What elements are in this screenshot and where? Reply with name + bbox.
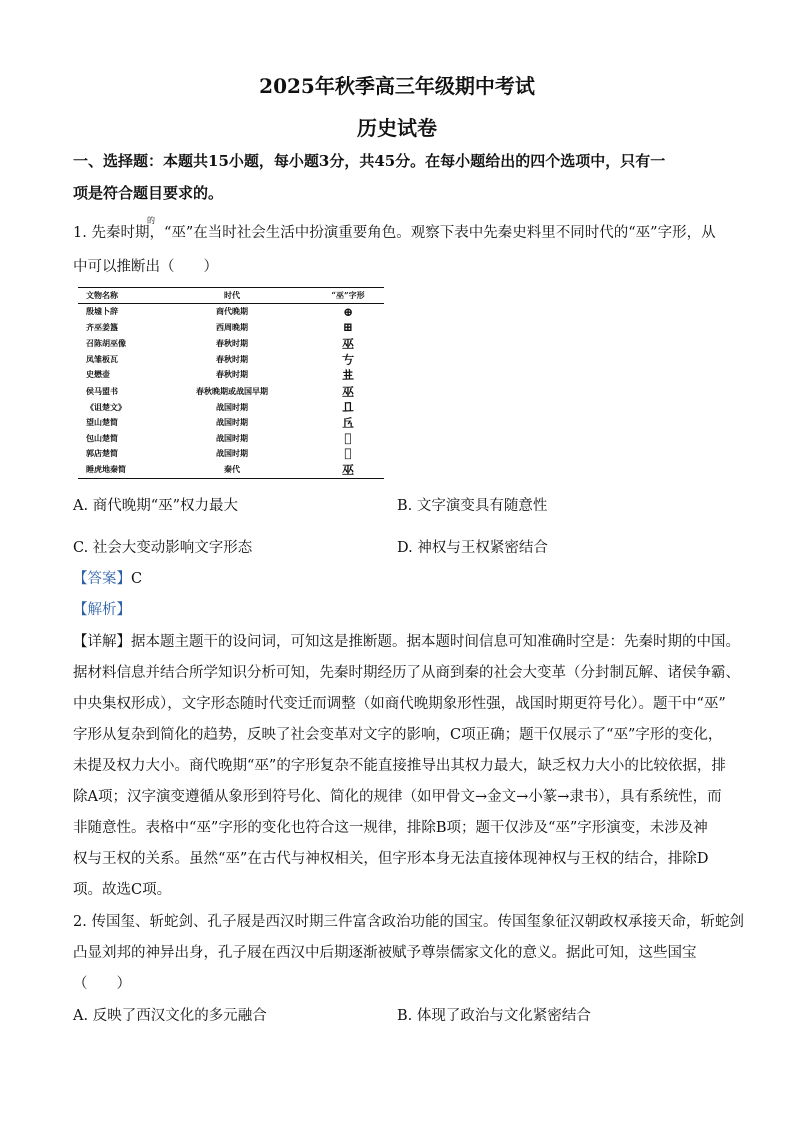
wu-glyph: 巫 <box>312 461 384 479</box>
relic-era: 战国时期 <box>216 401 248 412</box>
q2-stem-line3: （ ） <box>73 976 131 992</box>
q1-detail-line: 中央集权形成），文字形态随时代变迁而调整（如商代晚期象形性强，战国时期更符号化）。题干中“巫” <box>73 696 726 712</box>
q1-detail-line: 非随意性。表格中“巫”字形的变化也符合这一规律，排除B项；题干仅涉及“巫”字形演变，未涉及神 <box>73 820 708 836</box>
table-header-relic: 文物名称 <box>78 288 152 304</box>
relic-name: 侯马盟书 <box>86 385 118 396</box>
wu-glyph: ⊕ <box>342 304 354 319</box>
relic-era: 春秋时期 <box>216 337 248 348</box>
wu-glyph: 𠀎 <box>341 367 354 382</box>
detail-text: 据本题主题干的设问词，可知这是推断题。据本题时间信息可知准确时空是：先秦时期的中国。 <box>131 634 740 650</box>
relic-era: 春秋时期 <box>216 353 248 364</box>
table-row <box>78 400 384 415</box>
relic-name: 《诅楚文》 <box>86 401 126 412</box>
relic-name: 郭店楚简 <box>86 447 118 458</box>
q1-detail-line: 字形从复杂到简化的趋势，反映了社会变革对文字的影响，C项正确；题干仅展示了“巫”字形的变化， <box>73 727 723 743</box>
table-row <box>78 446 384 461</box>
q1-stem-line1: 1. 先秦时期，“巫”在当时社会生活中扮演重要角色。观察下表中先秦史料里不同时代的“巫”字形，从 <box>73 225 716 241</box>
wu-glyph: 𠀃 <box>341 400 354 415</box>
table-row <box>78 367 384 382</box>
wu-glyph: 巫 <box>341 384 354 399</box>
relic-name: 包山楚简 <box>86 432 118 443</box>
q1-answer-line <box>73 567 723 588</box>
q1-detail-line <box>73 630 740 651</box>
q2-stem-line2: 凸显刘邦的神异出身，孔子屐在西汉中后期逐渐被赋予尊崇儒家文化的意义。据此可知，这些国宝 <box>73 945 697 961</box>
wu-glyph: 巫 <box>341 336 354 351</box>
table-row <box>78 415 384 430</box>
wu-character-table <box>78 287 384 479</box>
analysis-tag: 【解析】 <box>73 602 131 618</box>
relic-name: 史懋壶 <box>86 369 110 380</box>
relic-era: 战国时期 <box>216 417 248 428</box>
relic-era: 春秋时期 <box>216 369 248 380</box>
q2-option-b: B. 体现了政治与文化紧密结合 <box>397 1008 591 1024</box>
relic-era: 秦代 <box>152 461 312 479</box>
exam-subject: 历史试卷 <box>357 116 437 140</box>
relic-name: 凤雏板瓦 <box>86 353 118 364</box>
wu-glyph: ⊞ <box>342 320 354 335</box>
answer-value: C <box>131 571 143 587</box>
table-header-row <box>78 288 384 304</box>
table-row <box>78 335 384 352</box>
relic-name: 殷墟卜辞 <box>86 306 118 317</box>
table-row <box>78 352 384 367</box>
relic-era: 战国时期 <box>216 447 248 458</box>
table-row <box>78 383 384 400</box>
relic-name: 召陈胡巫像 <box>86 337 126 348</box>
q2-stem-line1: 2. 传国玺、斩蛇剑、孔子屐是西汉时期三件富含政治功能的国宝。传国玺象征汉朝政权承接天命，斩蛇剑 <box>73 914 744 930</box>
q1-detail-line: 据材料信息并结合所学知识分析可知，先秦时期经历了从商到秦的社会大变革（分封制瓦解、诸侯争霸、 <box>73 665 740 681</box>
section-instruction-line2: 项是符合题目要求的。 <box>73 184 224 202</box>
q1-option-d: D. 神权与王权紧密结合 <box>397 540 548 556</box>
answer-tag: 【答案】 <box>73 571 131 587</box>
q1-detail-line: 除A项；汉字演变遵循从象形到符号化、简化的规律（如甲骨文→金文→小篆→隶书），具有系统性，而 <box>73 789 722 805</box>
table-header-glyph: “巫”字形 <box>312 288 384 304</box>
relic-name: 望山楚简 <box>86 417 118 428</box>
q1-detail-line: 未提及权力大小。商代晚期“巫”的字形复杂不能直接推导出其权力最大，缺乏权力大小的比较依据，排 <box>73 758 726 774</box>
q1-analysis-line <box>73 598 723 619</box>
wu-glyph: 𠀊 <box>344 446 352 461</box>
q1-detail-line: 项。故选C项。 <box>73 882 172 898</box>
relic-era: 春秋晚期或战国早期 <box>196 385 268 396</box>
q1-option-a: A. 商代晚期“巫”权力最大 <box>73 498 239 514</box>
wu-glyph: 𠀁 <box>341 352 354 367</box>
wu-glyph: 𠀈 <box>341 416 354 431</box>
q1-detail-line: 权与王权的关系。虽然“巫”在古代与神权相关，但字形本身无法直接体现神权与王权的结合，排除D <box>73 851 709 867</box>
table-row <box>78 461 384 479</box>
table-row <box>78 319 384 334</box>
q1-option-c: C. 社会大变动影响文字形态 <box>73 540 253 556</box>
relic-era: 商代晚期 <box>216 306 248 317</box>
table-header-era: 时代 <box>152 288 312 304</box>
q1-stem-line2: 中可以推断出（ ） <box>73 259 218 275</box>
q1-option-b: B. 文字演变具有随意性 <box>397 498 548 514</box>
exam-title: 2025年秋季高三年级期中考试 <box>259 74 535 98</box>
section-instruction-line1: 一、选择题：本题共15小题，每小题3分，共45分。在每小题给出的四个选项中，只有一 <box>73 152 666 170</box>
q2-option-a: A. 反映了西汉文化的多元融合 <box>73 1008 267 1024</box>
detail-tag: 【详解】 <box>73 634 131 650</box>
relic-name: 齐巫姜簋 <box>86 321 118 332</box>
relic-era: 西周晚期 <box>216 321 248 332</box>
table-row <box>78 304 384 320</box>
relic-era: 战国时期 <box>216 432 248 443</box>
inline-correction-note: 的 <box>147 216 155 225</box>
table-row <box>78 430 384 445</box>
relic-name: 睡虎地秦简 <box>78 461 152 479</box>
wu-glyph: 𠀉 <box>344 431 352 446</box>
